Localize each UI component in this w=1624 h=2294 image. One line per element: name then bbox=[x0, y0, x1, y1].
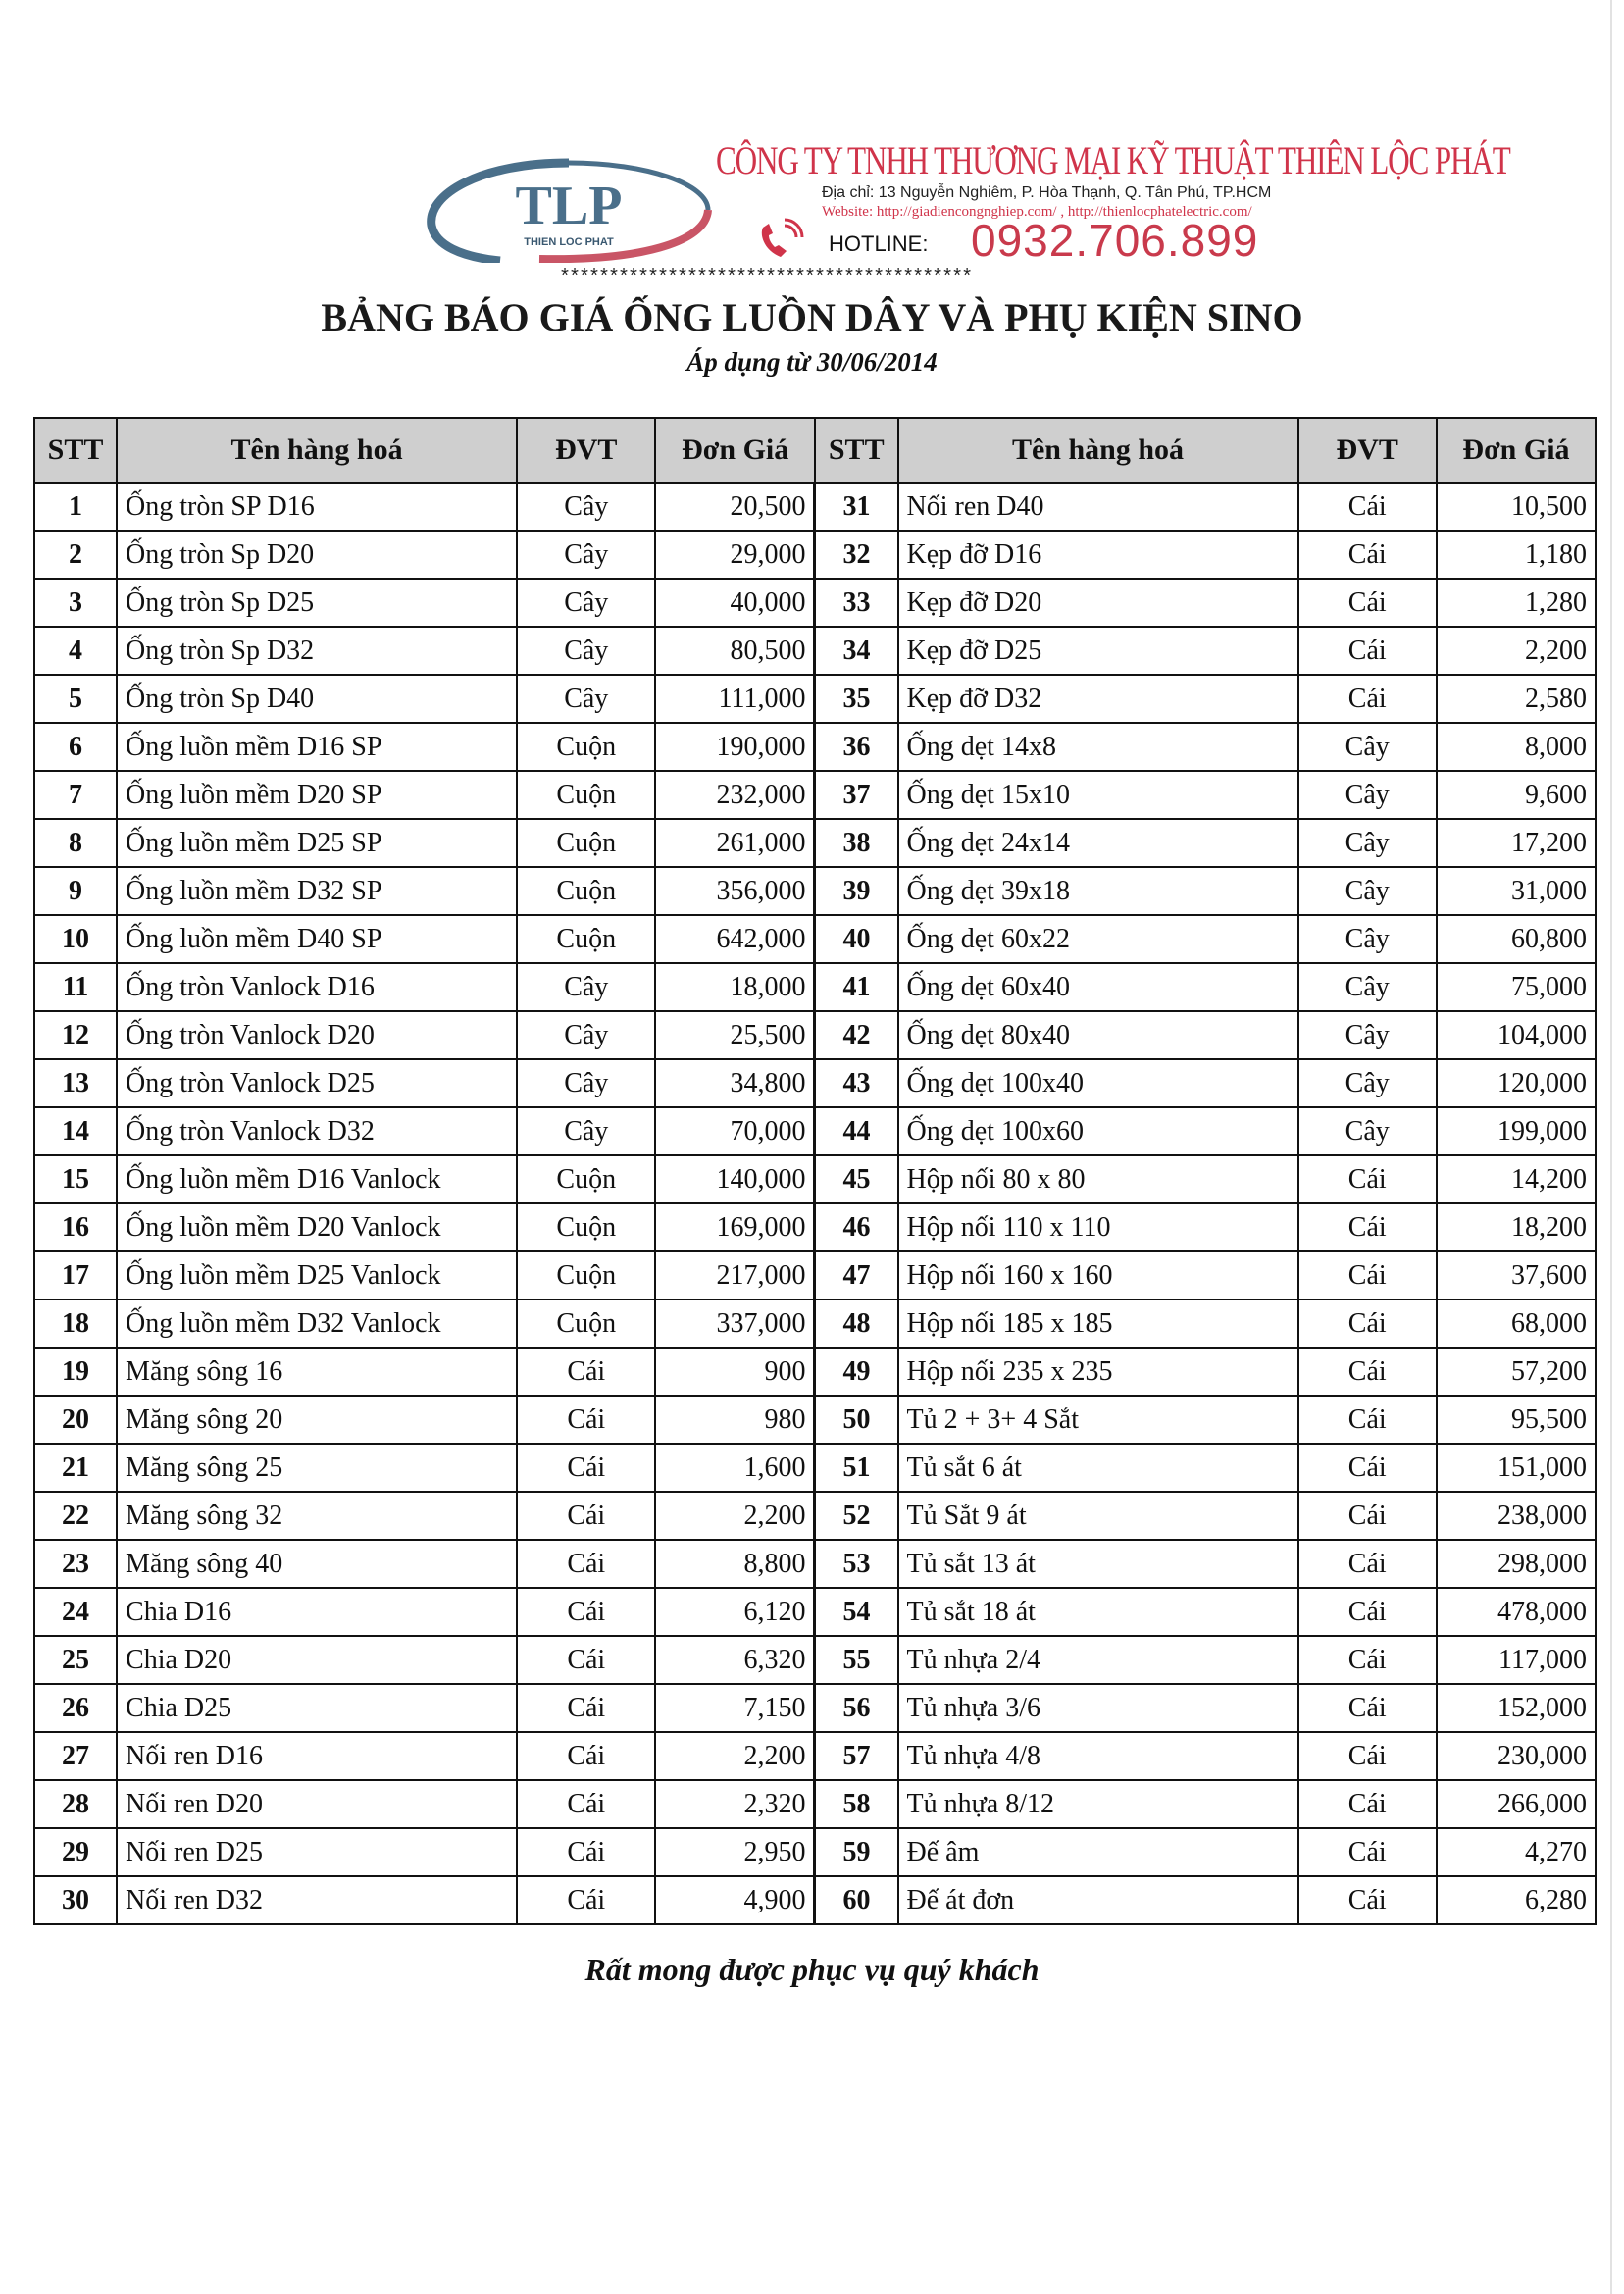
stt-cell: 42 bbox=[815, 1011, 898, 1059]
stt-cell: 46 bbox=[815, 1203, 898, 1251]
item-name-cell: Măng sông 20 bbox=[117, 1396, 517, 1444]
unit-cell: Cái bbox=[517, 1780, 655, 1828]
stt-cell: 33 bbox=[815, 579, 898, 627]
price-cell: 104,000 bbox=[1437, 1011, 1596, 1059]
stt-cell: 20 bbox=[34, 1396, 117, 1444]
unit-cell: Cây bbox=[517, 963, 655, 1011]
document-subtitle: Áp dụng từ 30/06/2014 bbox=[686, 347, 938, 377]
closing-note: Rất mong được phục vụ quý khách bbox=[584, 1952, 1040, 1987]
unit-cell: Cái bbox=[517, 1684, 655, 1732]
stt-cell: 26 bbox=[34, 1684, 117, 1732]
table-row bbox=[34, 915, 1596, 963]
price-cell: 34,800 bbox=[655, 1059, 814, 1107]
table-row bbox=[34, 1540, 1596, 1588]
table-row bbox=[34, 1155, 1596, 1203]
stt-cell: 41 bbox=[815, 963, 898, 1011]
price-cell: 478,000 bbox=[1437, 1588, 1596, 1636]
table-row bbox=[34, 627, 1596, 675]
price-cell: 7,150 bbox=[655, 1684, 814, 1732]
item-name-cell: Chia D16 bbox=[117, 1588, 517, 1636]
item-name-cell: Ống luồn mềm D32 SP bbox=[117, 867, 517, 915]
price-cell: 356,000 bbox=[655, 867, 814, 915]
unit-cell: Cái bbox=[517, 1396, 655, 1444]
unit-cell: Cây bbox=[517, 1059, 655, 1107]
table-row bbox=[34, 1300, 1596, 1348]
item-name-cell: Ống dẹt 39x18 bbox=[898, 867, 1298, 915]
unit-cell: Cây bbox=[1298, 915, 1437, 963]
table-row bbox=[34, 1059, 1596, 1107]
item-name-cell: Ống luồn mềm D20 Vanlock bbox=[117, 1203, 517, 1251]
unit-cell: Cây bbox=[1298, 867, 1437, 915]
price-cell: 4,270 bbox=[1437, 1828, 1596, 1876]
price-cell: 70,000 bbox=[655, 1107, 814, 1155]
stt-cell: 52 bbox=[815, 1492, 898, 1540]
table-row bbox=[34, 579, 1596, 627]
unit-cell: Cây bbox=[517, 1107, 655, 1155]
stt-cell: 28 bbox=[34, 1780, 117, 1828]
price-cell: 57,200 bbox=[1437, 1348, 1596, 1396]
price-cell: 1,180 bbox=[1437, 531, 1596, 579]
stt-cell: 13 bbox=[34, 1059, 117, 1107]
item-name-cell: Hộp nối 80 x 80 bbox=[898, 1155, 1298, 1203]
unit-cell: Cây bbox=[1298, 819, 1437, 867]
item-name-cell: Chia D20 bbox=[117, 1636, 517, 1684]
company-logo bbox=[422, 155, 716, 263]
price-cell: 266,000 bbox=[1437, 1780, 1596, 1828]
item-name-cell: Tủ 2 + 3+ 4 Sắt bbox=[898, 1396, 1298, 1444]
price-cell: 68,000 bbox=[1437, 1300, 1596, 1348]
stt-cell: 16 bbox=[34, 1203, 117, 1251]
price-cell: 217,000 bbox=[655, 1251, 814, 1300]
stt-cell: 23 bbox=[34, 1540, 117, 1588]
stt-cell: 9 bbox=[34, 867, 117, 915]
item-name-cell: Tủ nhựa 3/6 bbox=[898, 1684, 1298, 1732]
item-name-cell: Ống luồn mềm D32 Vanlock bbox=[117, 1300, 517, 1348]
table-row bbox=[34, 1780, 1596, 1828]
stt-cell: 39 bbox=[815, 867, 898, 915]
table-row bbox=[34, 483, 1596, 531]
stt-cell: 50 bbox=[815, 1396, 898, 1444]
price-cell: 9,600 bbox=[1437, 771, 1596, 819]
item-name-cell: Ống luồn mềm D20 SP bbox=[117, 771, 517, 819]
item-name-cell: Hộp nối 160 x 160 bbox=[898, 1251, 1298, 1300]
table-row bbox=[34, 1011, 1596, 1059]
price-cell: 232,000 bbox=[655, 771, 814, 819]
item-name-cell: Ống dẹt 14x8 bbox=[898, 723, 1298, 771]
item-name-cell: Măng sông 40 bbox=[117, 1540, 517, 1588]
item-name-cell: Ống tròn Vanlock D32 bbox=[117, 1107, 517, 1155]
price-cell: 152,000 bbox=[1437, 1684, 1596, 1732]
price-cell: 60,800 bbox=[1437, 915, 1596, 963]
unit-cell: Cây bbox=[1298, 963, 1437, 1011]
stt-cell: 58 bbox=[815, 1780, 898, 1828]
separator: ****************************************** bbox=[559, 267, 972, 289]
stt-cell: 14 bbox=[34, 1107, 117, 1155]
stt-cell: 1 bbox=[34, 483, 117, 531]
item-name-cell: Kẹp đỡ D16 bbox=[898, 531, 1298, 579]
stt-cell: 22 bbox=[34, 1492, 117, 1540]
hotline-number: 0932.706.899 bbox=[971, 215, 1259, 266]
item-name-cell: Ống tròn Vanlock D16 bbox=[117, 963, 517, 1011]
table-row bbox=[34, 1732, 1596, 1780]
price-cell: 40,000 bbox=[655, 579, 814, 627]
stt-cell: 59 bbox=[815, 1828, 898, 1876]
stt-cell: 32 bbox=[815, 531, 898, 579]
table-row bbox=[34, 1251, 1596, 1300]
unit-cell: Cái bbox=[1298, 1876, 1437, 1924]
stt-cell: 57 bbox=[815, 1732, 898, 1780]
price-cell: 8,000 bbox=[1437, 723, 1596, 771]
item-name-cell: Ống dẹt 60x40 bbox=[898, 963, 1298, 1011]
table-row bbox=[34, 1444, 1596, 1492]
unit-cell: Cái bbox=[1298, 483, 1437, 531]
unit-cell: Cái bbox=[1298, 627, 1437, 675]
unit-cell: Cây bbox=[1298, 723, 1437, 771]
price-cell: 2,200 bbox=[655, 1492, 814, 1540]
unit-cell: Cây bbox=[517, 483, 655, 531]
stt-cell: 11 bbox=[34, 963, 117, 1011]
item-name-cell: Đế âm bbox=[898, 1828, 1298, 1876]
table-row bbox=[34, 1588, 1596, 1636]
unit-cell: Cây bbox=[1298, 1107, 1437, 1155]
stt-cell: 27 bbox=[34, 1732, 117, 1780]
price-cell: 18,000 bbox=[655, 963, 814, 1011]
unit-cell: Cây bbox=[1298, 1059, 1437, 1107]
stt-cell: 37 bbox=[815, 771, 898, 819]
price-cell: 199,000 bbox=[1437, 1107, 1596, 1155]
unit-cell: Cái bbox=[1298, 1348, 1437, 1396]
table-row bbox=[34, 1107, 1596, 1155]
stt-cell: 2 bbox=[34, 531, 117, 579]
price-cell: 37,600 bbox=[1437, 1251, 1596, 1300]
unit-cell: Cái bbox=[1298, 1444, 1437, 1492]
item-name-cell: Nối ren D40 bbox=[898, 483, 1298, 531]
unit-cell: Cây bbox=[1298, 1011, 1437, 1059]
item-name-cell: Kẹp đỡ D20 bbox=[898, 579, 1298, 627]
stt-cell: 47 bbox=[815, 1251, 898, 1300]
item-name-cell: Nối ren D25 bbox=[117, 1828, 517, 1876]
price-cell: 1,280 bbox=[1437, 579, 1596, 627]
unit-cell: Cái bbox=[1298, 1732, 1437, 1780]
stt-cell: 24 bbox=[34, 1588, 117, 1636]
unit-cell: Cái bbox=[1298, 675, 1437, 723]
unit-cell: Cuộn bbox=[517, 723, 655, 771]
unit-cell: Cái bbox=[1298, 1396, 1437, 1444]
stt-cell: 38 bbox=[815, 819, 898, 867]
unit-cell: Cái bbox=[1298, 579, 1437, 627]
stt-cell: 7 bbox=[34, 771, 117, 819]
stt-cell: 18 bbox=[34, 1300, 117, 1348]
item-name-cell: Chia D25 bbox=[117, 1684, 517, 1732]
price-cell: 900 bbox=[655, 1348, 814, 1396]
price-cell: 2,580 bbox=[1437, 675, 1596, 723]
item-name-cell: Ống tròn SP D16 bbox=[117, 483, 517, 531]
table-row bbox=[34, 1348, 1596, 1396]
company-website: Website: http://giadiencongnghiep.com/ , http://thienlocphatelectric.com/ bbox=[822, 204, 1252, 220]
stt-cell: 31 bbox=[815, 483, 898, 531]
stt-cell: 49 bbox=[815, 1348, 898, 1396]
item-name-cell: Tủ sắt 6 át bbox=[898, 1444, 1298, 1492]
item-name-cell: Ống dẹt 60x22 bbox=[898, 915, 1298, 963]
unit-cell: Cái bbox=[1298, 1251, 1437, 1300]
header-price: Đơn Giá bbox=[655, 418, 814, 483]
page-edge bbox=[1610, 0, 1612, 2294]
stt-cell: 35 bbox=[815, 675, 898, 723]
unit-cell: Cuộn bbox=[517, 819, 655, 867]
stt-cell: 54 bbox=[815, 1588, 898, 1636]
price-cell: 80,500 bbox=[655, 627, 814, 675]
price-cell: 980 bbox=[655, 1396, 814, 1444]
item-name-cell: Ống luồn mềm D25 SP bbox=[117, 819, 517, 867]
price-cell: 17,200 bbox=[1437, 819, 1596, 867]
unit-cell: Cái bbox=[1298, 1588, 1437, 1636]
stt-cell: 25 bbox=[34, 1636, 117, 1684]
item-name-cell: Ống tròn Vanlock D25 bbox=[117, 1059, 517, 1107]
item-name-cell: Tủ sắt 13 át bbox=[898, 1540, 1298, 1588]
item-name-cell: Tủ nhựa 4/8 bbox=[898, 1732, 1298, 1780]
item-name-cell: Ống luồn mềm D40 SP bbox=[117, 915, 517, 963]
item-name-cell: Ống dẹt 15x10 bbox=[898, 771, 1298, 819]
header-stt: STT bbox=[815, 418, 898, 483]
price-cell: 20,500 bbox=[655, 483, 814, 531]
unit-cell: Cái bbox=[1298, 1155, 1437, 1203]
table-row bbox=[34, 963, 1596, 1011]
item-name-cell: Ống luồn mềm D16 SP bbox=[117, 723, 517, 771]
stt-cell: 6 bbox=[34, 723, 117, 771]
price-cell: 2,200 bbox=[655, 1732, 814, 1780]
stt-cell: 43 bbox=[815, 1059, 898, 1107]
item-name-cell: Kẹp đỡ D25 bbox=[898, 627, 1298, 675]
table-row bbox=[34, 1828, 1596, 1876]
unit-cell: Cái bbox=[1298, 1636, 1437, 1684]
stt-cell: 12 bbox=[34, 1011, 117, 1059]
item-name-cell: Hộp nối 185 x 185 bbox=[898, 1300, 1298, 1348]
unit-cell: Cái bbox=[1298, 1828, 1437, 1876]
unit-cell: Cuộn bbox=[517, 867, 655, 915]
stt-cell: 4 bbox=[34, 627, 117, 675]
unit-cell: Cuộn bbox=[517, 771, 655, 819]
item-name-cell: Ống tròn Sp D40 bbox=[117, 675, 517, 723]
table-row bbox=[34, 723, 1596, 771]
hotline-label: HOTLINE: bbox=[829, 231, 929, 256]
stt-cell: 3 bbox=[34, 579, 117, 627]
header-unit: ĐVT bbox=[517, 418, 655, 483]
unit-cell: Cuộn bbox=[517, 1251, 655, 1300]
price-cell: 642,000 bbox=[655, 915, 814, 963]
item-name-cell: Ống luồn mềm D25 Vanlock bbox=[117, 1251, 517, 1300]
table-header-row bbox=[34, 418, 1596, 483]
stt-cell: 36 bbox=[815, 723, 898, 771]
price-cell: 10,500 bbox=[1437, 483, 1596, 531]
unit-cell: Cái bbox=[1298, 1203, 1437, 1251]
unit-cell: Cây bbox=[517, 579, 655, 627]
unit-cell: Cái bbox=[517, 1828, 655, 1876]
price-cell: 298,000 bbox=[1437, 1540, 1596, 1588]
stt-cell: 10 bbox=[34, 915, 117, 963]
price-cell: 31,000 bbox=[1437, 867, 1596, 915]
header-name: Tên hàng hoá bbox=[898, 418, 1298, 483]
unit-cell: Cuộn bbox=[517, 1155, 655, 1203]
item-name-cell: Hộp nối 235 x 235 bbox=[898, 1348, 1298, 1396]
stt-cell: 56 bbox=[815, 1684, 898, 1732]
unit-cell: Cái bbox=[517, 1636, 655, 1684]
price-cell: 2,200 bbox=[1437, 627, 1596, 675]
stt-cell: 60 bbox=[815, 1876, 898, 1924]
unit-cell: Cây bbox=[517, 531, 655, 579]
table-row bbox=[34, 675, 1596, 723]
table-row bbox=[34, 531, 1596, 579]
price-cell: 18,200 bbox=[1437, 1203, 1596, 1251]
item-name-cell: Ống luồn mềm D16 Vanlock bbox=[117, 1155, 517, 1203]
item-name-cell: Ống tròn Sp D20 bbox=[117, 531, 517, 579]
table-row bbox=[34, 819, 1596, 867]
item-name-cell: Nối ren D16 bbox=[117, 1732, 517, 1780]
table-row bbox=[34, 1876, 1596, 1924]
price-cell: 111,000 bbox=[655, 675, 814, 723]
stt-cell: 53 bbox=[815, 1540, 898, 1588]
price-cell: 169,000 bbox=[655, 1203, 814, 1251]
price-cell: 8,800 bbox=[655, 1540, 814, 1588]
item-name-cell: Măng sông 16 bbox=[117, 1348, 517, 1396]
item-name-cell: Măng sông 25 bbox=[117, 1444, 517, 1492]
stt-cell: 8 bbox=[34, 819, 117, 867]
item-name-cell: Nối ren D32 bbox=[117, 1876, 517, 1924]
price-cell: 25,500 bbox=[655, 1011, 814, 1059]
item-name-cell: Tủ sắt 18 át bbox=[898, 1588, 1298, 1636]
document-title: BẢNG BÁO GIÁ ỐNG LUỒN DÂY VÀ PHỤ KIỆN SINO bbox=[321, 295, 1303, 339]
stt-cell: 45 bbox=[815, 1155, 898, 1203]
company-name: CÔNG TY TNHH THƯƠNG MẠI KỸ THUẬT THIÊN LỘC PHÁT bbox=[716, 138, 1510, 182]
unit-cell: Cái bbox=[517, 1540, 655, 1588]
stt-cell: 44 bbox=[815, 1107, 898, 1155]
price-cell: 140,000 bbox=[655, 1155, 814, 1203]
item-name-cell: Đế át đơn bbox=[898, 1876, 1298, 1924]
stt-cell: 21 bbox=[34, 1444, 117, 1492]
price-cell: 4,900 bbox=[655, 1876, 814, 1924]
price-cell: 6,280 bbox=[1437, 1876, 1596, 1924]
stt-cell: 19 bbox=[34, 1348, 117, 1396]
unit-cell: Cái bbox=[517, 1732, 655, 1780]
price-cell: 230,000 bbox=[1437, 1732, 1596, 1780]
item-name-cell: Ống dẹt 100x40 bbox=[898, 1059, 1298, 1107]
phone-icon bbox=[755, 218, 814, 263]
price-cell: 75,000 bbox=[1437, 963, 1596, 1011]
item-name-cell: Ống dẹt 100x60 bbox=[898, 1107, 1298, 1155]
price-cell: 6,120 bbox=[655, 1588, 814, 1636]
unit-cell: Cuộn bbox=[517, 1300, 655, 1348]
stt-cell: 40 bbox=[815, 915, 898, 963]
stt-cell: 29 bbox=[34, 1828, 117, 1876]
item-name-cell: Tủ nhựa 2/4 bbox=[898, 1636, 1298, 1684]
unit-cell: Cái bbox=[517, 1876, 655, 1924]
price-cell: 95,500 bbox=[1437, 1396, 1596, 1444]
price-cell: 151,000 bbox=[1437, 1444, 1596, 1492]
item-name-cell: Măng sông 32 bbox=[117, 1492, 517, 1540]
table-row bbox=[34, 771, 1596, 819]
price-cell: 120,000 bbox=[1437, 1059, 1596, 1107]
unit-cell: Cây bbox=[517, 1011, 655, 1059]
table-row bbox=[34, 867, 1596, 915]
table-row bbox=[34, 1636, 1596, 1684]
table-row bbox=[34, 1684, 1596, 1732]
table-row bbox=[34, 1203, 1596, 1251]
unit-cell: Cây bbox=[1298, 771, 1437, 819]
unit-cell: Cái bbox=[1298, 1684, 1437, 1732]
price-table bbox=[33, 417, 1597, 1925]
stt-cell: 5 bbox=[34, 675, 117, 723]
stt-cell: 48 bbox=[815, 1300, 898, 1348]
header-unit: ĐVT bbox=[1298, 418, 1437, 483]
price-cell: 2,950 bbox=[655, 1828, 814, 1876]
stt-cell: 34 bbox=[815, 627, 898, 675]
unit-cell: Cái bbox=[517, 1348, 655, 1396]
price-cell: 337,000 bbox=[655, 1300, 814, 1348]
unit-cell: Cái bbox=[1298, 1780, 1437, 1828]
unit-cell: Cái bbox=[1298, 1540, 1437, 1588]
price-cell: 190,000 bbox=[655, 723, 814, 771]
item-name-cell: Tủ Sắt 9 át bbox=[898, 1492, 1298, 1540]
item-name-cell: Ống tròn Sp D25 bbox=[117, 579, 517, 627]
unit-cell: Cái bbox=[1298, 1492, 1437, 1540]
item-name-cell: Hộp nối 110 x 110 bbox=[898, 1203, 1298, 1251]
stt-cell: 55 bbox=[815, 1636, 898, 1684]
header-stt: STT bbox=[34, 418, 117, 483]
stt-cell: 17 bbox=[34, 1251, 117, 1300]
company-address: Địa chỉ: 13 Nguyễn Nghiêm, P. Hòa Thạnh, Q. Tân Phú, TP.HCM bbox=[822, 184, 1272, 201]
item-name-cell: Nối ren D20 bbox=[117, 1780, 517, 1828]
logo-subtext: THIEN LOC PHAT bbox=[524, 236, 614, 248]
price-cell: 6,320 bbox=[655, 1636, 814, 1684]
price-cell: 2,320 bbox=[655, 1780, 814, 1828]
unit-cell: Cây bbox=[517, 627, 655, 675]
price-cell: 29,000 bbox=[655, 531, 814, 579]
stt-cell: 30 bbox=[34, 1876, 117, 1924]
price-cell: 238,000 bbox=[1437, 1492, 1596, 1540]
unit-cell: Cái bbox=[1298, 1300, 1437, 1348]
unit-cell: Cái bbox=[1298, 531, 1437, 579]
header-price: Đơn Giá bbox=[1437, 418, 1596, 483]
stt-cell: 15 bbox=[34, 1155, 117, 1203]
unit-cell: Cuộn bbox=[517, 915, 655, 963]
unit-cell: Cái bbox=[517, 1588, 655, 1636]
price-cell: 1,600 bbox=[655, 1444, 814, 1492]
unit-cell: Cuộn bbox=[517, 1203, 655, 1251]
logo-text: TLP bbox=[515, 176, 623, 236]
item-name-cell: Ống tròn Sp D32 bbox=[117, 627, 517, 675]
item-name-cell: Ống dẹt 80x40 bbox=[898, 1011, 1298, 1059]
item-name-cell: Ống tròn Vanlock D20 bbox=[117, 1011, 517, 1059]
unit-cell: Cái bbox=[517, 1444, 655, 1492]
item-name-cell: Kẹp đỡ D32 bbox=[898, 675, 1298, 723]
table-row bbox=[34, 1396, 1596, 1444]
price-cell: 14,200 bbox=[1437, 1155, 1596, 1203]
price-cell: 117,000 bbox=[1437, 1636, 1596, 1684]
unit-cell: Cây bbox=[517, 675, 655, 723]
stt-cell: 51 bbox=[815, 1444, 898, 1492]
table-row bbox=[34, 1492, 1596, 1540]
item-name-cell: Ống dẹt 24x14 bbox=[898, 819, 1298, 867]
header-name: Tên hàng hoá bbox=[117, 418, 517, 483]
unit-cell: Cái bbox=[517, 1492, 655, 1540]
price-cell: 261,000 bbox=[655, 819, 814, 867]
item-name-cell: Tủ nhựa 8/12 bbox=[898, 1780, 1298, 1828]
